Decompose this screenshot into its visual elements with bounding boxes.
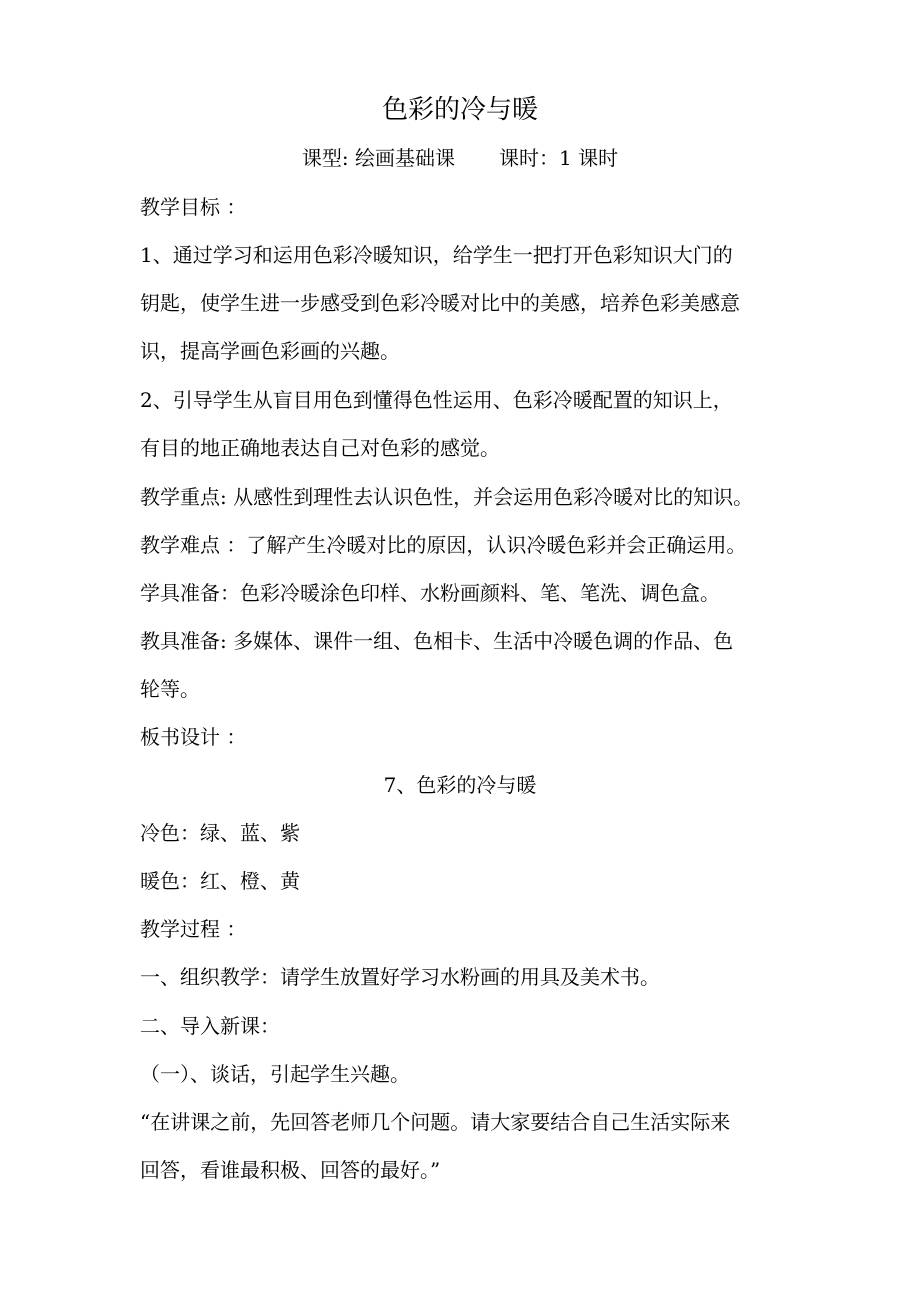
teacher-materials-line-1: 教具准备: 多媒体、课件一组、色相卡、生活中冷暖色调的作品、色 — [140, 629, 734, 653]
board-title: 7、色彩的冷与暖 — [383, 773, 537, 797]
teacher-materials-line-2: 轮等。 — [140, 677, 200, 701]
quote-line-2: 回答，看谁最积极、回答的最好。” — [140, 1158, 441, 1182]
objective-1-line-2: 钥匙，使学生进一步感受到色彩冷暖对比中的美感，培养色彩美感意 — [140, 291, 740, 315]
step-2: 二、导入新课： — [140, 1014, 280, 1038]
quote-line-1: “在讲课之前，先回答老师几个问题。请大家要结合自己生活实际来 — [140, 1110, 731, 1134]
objective-1-line-1: 1、通过学习和运用色彩冷暖知识，给学生一把打开色彩知识大门的 — [140, 243, 733, 267]
objective-1-line-3: 识，提高学画色彩画的兴趣。 — [140, 339, 400, 363]
objectives-heading: 教学目标 ： — [140, 195, 247, 219]
board-heading: 板书设计 ： — [140, 725, 247, 749]
document-title: 色彩的冷与暖 — [381, 95, 538, 125]
student-materials: 学具准备：色彩冷暖涂色印样、水粉画颜料、笔、笔洗、调色盒。 — [140, 581, 720, 605]
key-point: 教学重点: 从感性到理性去认识色性，并会运用色彩冷暖对比的知识。 — [140, 485, 754, 509]
lesson-type: 课型: 绘画基础课 — [301, 146, 455, 170]
objective-2-line-2: 有目的地正确地表达自己对色彩的感觉。 — [140, 436, 500, 460]
objective-2-line-1: 2、引导学生从盲目用色到懂得色性运用、色彩冷暖配置的知识上， — [140, 388, 733, 412]
step-1: 一、组织教学：请学生放置好学习水粉画的用具及美术书。 — [140, 965, 660, 989]
lesson-hours: 课时：1 课时 — [499, 146, 619, 170]
step-2-sub: （一）、谈话，引起学生兴趣。 — [140, 1062, 410, 1086]
difficulty: 教学难点 ：了解产生冷暖对比的原因，认识冷暖色彩并会正确运用。 — [140, 533, 747, 557]
warm-colors: 暖色：红、橙、黄 — [140, 869, 300, 893]
cool-colors: 冷色：绿、蓝、紫 — [140, 821, 300, 845]
process-heading: 教学过程 ： — [140, 917, 247, 941]
lesson-meta — [0, 143, 920, 173]
